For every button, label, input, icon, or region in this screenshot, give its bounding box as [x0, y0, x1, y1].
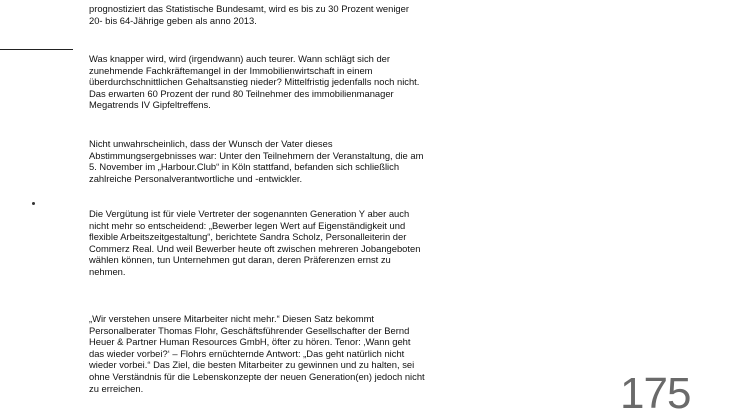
paragraph-line: zu erreichen. — [89, 382, 144, 394]
paragraph-line: Das erwarten 60 Prozent der rund 80 Teilnehmer des immobilienmanager — [89, 87, 394, 99]
page-number: 175 — [620, 369, 691, 418]
article-paragraph — [89, 208, 420, 278]
paragraph-line: flexible Arbeitszeitgestaltung“, berichtete Sandra Scholz, Personalleiterin der — [89, 231, 407, 243]
paragraph-line: 20- bis 64-Jährige geben als anno 2013. — [89, 14, 257, 26]
paragraph-line: Personalberater Thomas Flohr, Geschäftsführender Gesellschafter der Bernd — [89, 324, 410, 336]
paragraph-line: zunehmende Fachkräftemangel in der Immobilienwirtschaft in einem — [89, 64, 373, 76]
paragraph-line: Nicht unwahrscheinlich, dass der Wunsch der Vater dieses — [89, 138, 333, 149]
paragraph-line: Commerz Real. Und weil Bewerber heute oft zwischen mehreren Jobangeboten — [89, 242, 421, 254]
paragraph-line: ohne Verständnis für die Lebenskonzepte der neuen Generation(en) jedoch nicht — [89, 370, 425, 382]
paragraph-line: Heuer & Partner Human Resources GmbH, öfter zu hören. Tenor: ‚Wann geht — [89, 336, 411, 348]
margin-rule — [0, 49, 73, 50]
article-paragraph — [89, 3, 409, 26]
paragraph-line: wählen können, tun Unternehmen gut daran, deren Präferenzen ernst zu — [89, 254, 391, 266]
article-paragraph — [89, 313, 425, 394]
paragraph-line: Die Vergütung ist für viele Vertreter der sogenannten Generation Y aber auch — [89, 208, 410, 219]
paragraph-line: prognostiziert das Statistische Bundesamt, wird es bis zu 30 Prozent weniger — [89, 3, 409, 14]
paragraph-line: Was knapper wird, wird (irgendwann) auch teurer. Wann schlägt sich der — [89, 53, 391, 64]
paragraph-line: „Wir verstehen unsere Mitarbeiter nicht mehr.“ Diesen Satz bekommt — [89, 313, 374, 324]
article-paragraph — [89, 53, 419, 111]
paragraph-line: 5. November im „Harbour.Club“ in Köln stattfand, befanden sich schließlich — [89, 161, 400, 173]
article-paragraph — [89, 138, 423, 184]
paragraph-line: wieder vorbei.“ Das Ziel, die besten Mitarbeiter zu gewinnen und zu halten, sei — [89, 359, 415, 371]
paragraph-line: das wieder vorbei?‘ – Flohrs ernüchternde Antwort: „Das geht natürlich nicht — [89, 347, 405, 359]
margin-bullet — [32, 202, 35, 205]
paragraph-line: Megatrends IV Gipfeltreffens. — [89, 99, 211, 111]
paragraph-line: Abstimmungsergebnisses war: Unter den Teilnehmern der Veranstaltung, die am — [89, 149, 424, 161]
paragraph-line: überdurchschnittlichen Gehaltsanstieg nieder? Mittelfristig jedenfalls noch nicht. — [89, 76, 420, 88]
paragraph-line: zahlreiche Personalverantwortliche und -entwickler. — [89, 172, 303, 184]
paragraph-line: nicht mehr so entscheidend: „Bewerber legen Wert auf Eigenständigkeit und — [89, 219, 406, 231]
paragraph-line: nehmen. — [89, 265, 126, 277]
